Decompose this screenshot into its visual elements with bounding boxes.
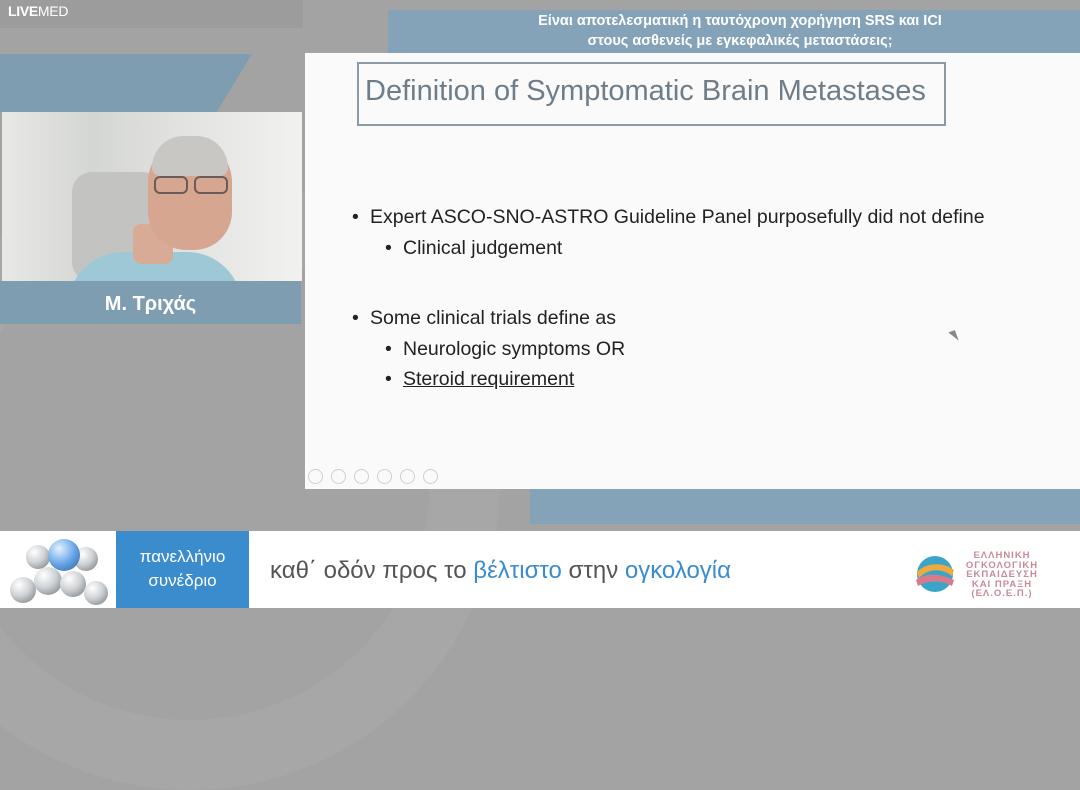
slide-title: Definition of Symptomatic Brain Metastases [365, 75, 926, 107]
bullet-1-sub-1: • Clinical judgement [385, 237, 563, 259]
sphere [34, 567, 62, 595]
congress-tagline: καθ΄ οδόν προς το βέλτιστο στην ογκολογία [270, 557, 732, 584]
spheres-graphic [0, 531, 116, 608]
sphere-highlight [48, 539, 80, 571]
bullet-2-sub-1: • Neurologic symptoms OR [385, 338, 626, 360]
zoom-icon[interactable] [400, 469, 415, 484]
session-title-line-2: στους ασθενείς με εγκεφαλικές μεταστάσεις; [587, 33, 893, 49]
prev-icon[interactable] [308, 469, 323, 484]
bullet-2: • Some clinical trials define as [352, 307, 617, 329]
eloep-logo-text [962, 551, 1042, 599]
bullet-2-sub-2: • Steroid requirement [385, 368, 575, 390]
next-icon[interactable] [331, 469, 346, 484]
livemed-logo: LIVEMED [8, 3, 69, 19]
eloep-logo-icon [912, 554, 958, 594]
congress-label-line-1: πανελλήνιο [139, 547, 226, 566]
eloep-line-4: ΚΑΙ ΠΡΑΞΗ [971, 578, 1033, 590]
sphere [26, 545, 50, 569]
eloep-line-2: ΟΓΚΟΛΟΓΙΚΗ [965, 559, 1039, 571]
bottom-accent-band [530, 488, 1080, 524]
eloep-line-1: ΕΛΛΗΝΙΚΗ [973, 550, 1031, 561]
sphere [60, 571, 86, 597]
session-title [420, 11, 1060, 51]
congress-label-line-2: συνέδριο [148, 571, 217, 590]
speaker-video [2, 112, 302, 281]
bullet-1: • Expert ASCO-SNO-ASTRO Guideline Panel purposefully did not define [352, 206, 985, 228]
speaker-glasses [152, 176, 230, 198]
sphere [10, 577, 36, 603]
more-icon[interactable] [423, 469, 438, 484]
slide-controls [308, 469, 446, 487]
speaker-name: Μ. Τριχάς [104, 293, 197, 315]
slides-icon[interactable] [377, 469, 392, 484]
left-accent-band [0, 54, 252, 112]
pen-icon[interactable] [354, 469, 369, 484]
congress-label [116, 545, 249, 593]
sphere [84, 581, 108, 605]
session-title-line-1: Είναι αποτελεσματική η ταυτόχρονη χορήγηση SRS και ICI [538, 13, 942, 29]
eloep-line-3: ΕΚΠΑΙΔΕΥΣΗ [966, 569, 1038, 580]
eloep-line-5: (ΕΛ.Ο.Ε.Π.) [971, 588, 1033, 599]
